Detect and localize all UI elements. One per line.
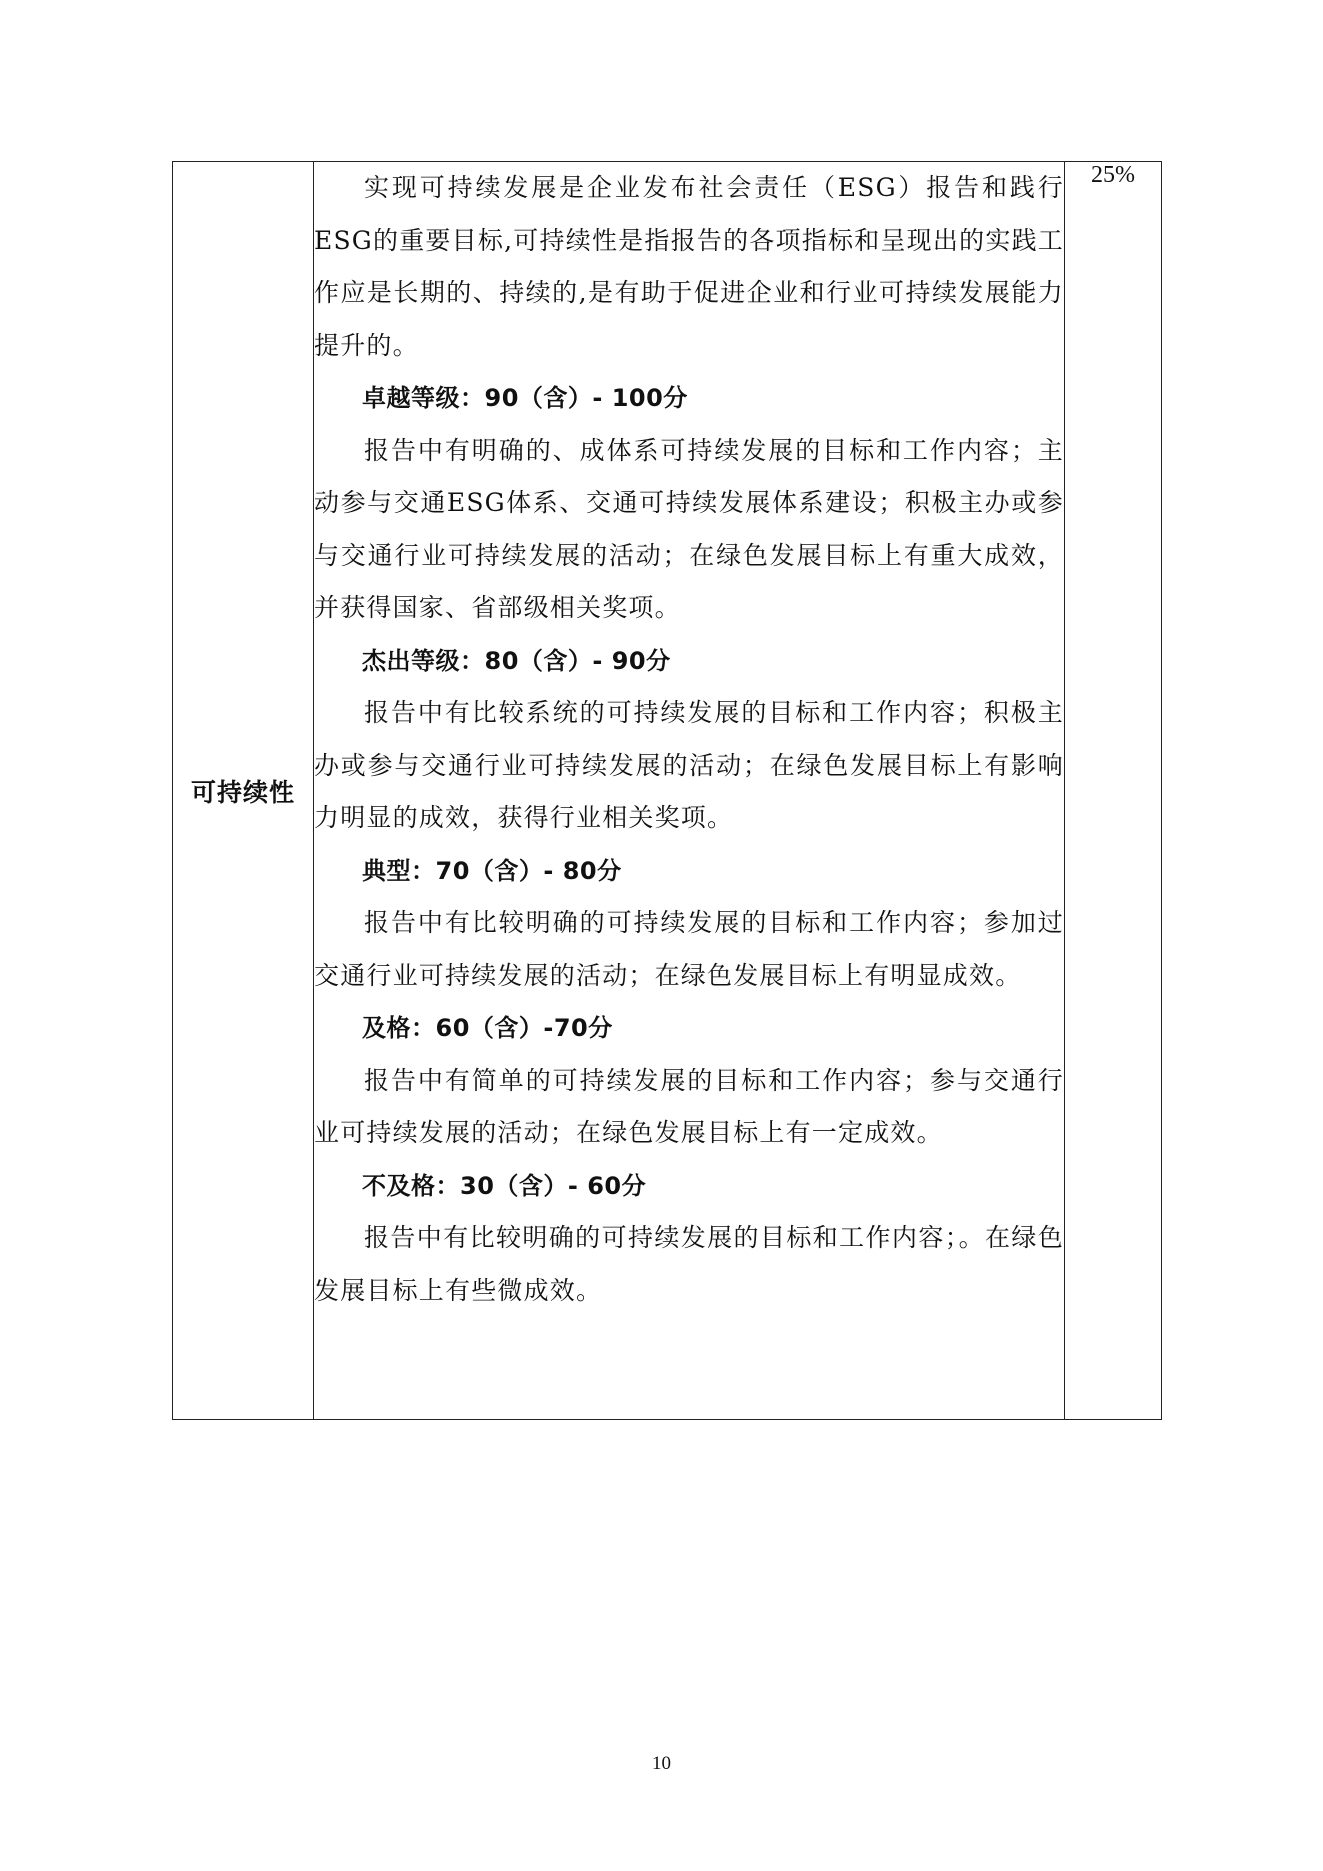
grade-heading-typical: 典型：70（含）- 80分 bbox=[362, 856, 622, 885]
grade-description-outstanding: 报告中有比较系统的可持续发展的目标和工作内容；积极主办或参与交通行业可持续发展的活动；在绿色发展目标上有影响力明显的成效，获得行业相关奖项。 bbox=[314, 698, 1064, 832]
grade-description-excellent: 报告中有明确的、成体系可持续发展的目标和工作内容；主动参与交通ESG体系、交通可持续发展体系建设；积极主办或参与交通行业可持续发展的活动；在绿色发展目标上有重大成效，并获得国家、省部级相关奖项。 bbox=[314, 435, 1064, 622]
weight-cell: 25% bbox=[1065, 162, 1162, 1420]
page-number: 10 bbox=[652, 1753, 671, 1774]
grade-heading-excellent: 卓越等级：90（含）- 100分 bbox=[362, 384, 688, 412]
intro-paragraph: 实现可持续发展是企业发布社会责任（ESG）报告和践行ESG的重要目标,可持续性是指报告的各项指标和呈现出的实践工作应是长期的、持续的,是有助于促进企业和行业可持续发展能力提升的。 bbox=[314, 173, 1064, 360]
grade-description-fail: 报告中有比较明确的可持续发展的目标和工作内容；。在绿色发展目标上有些微成效。 bbox=[314, 1223, 1064, 1305]
criteria-description-cell bbox=[314, 162, 1065, 1420]
grade-description-pass: 报告中有简单的可持续发展的目标和工作内容；参与交通行业可持续发展的活动；在绿色发展目标上有一定成效。 bbox=[314, 1065, 1064, 1147]
grade-description-typical: 报告中有比较明确的可持续发展的目标和工作内容；参加过交通行业可持续发展的活动；在绿色发展目标上有明显成效。 bbox=[314, 908, 1064, 990]
grade-heading-fail: 不及格：30（含）- 60分 bbox=[362, 1171, 647, 1200]
criteria-table bbox=[172, 161, 1162, 1420]
category-cell: 可持续性 bbox=[173, 162, 314, 1420]
table-row bbox=[173, 162, 1162, 1420]
grade-heading-pass: 及格：60（含）-70分 bbox=[362, 1014, 613, 1042]
grade-heading-outstanding: 杰出等级：80（含）- 90分 bbox=[362, 646, 671, 675]
